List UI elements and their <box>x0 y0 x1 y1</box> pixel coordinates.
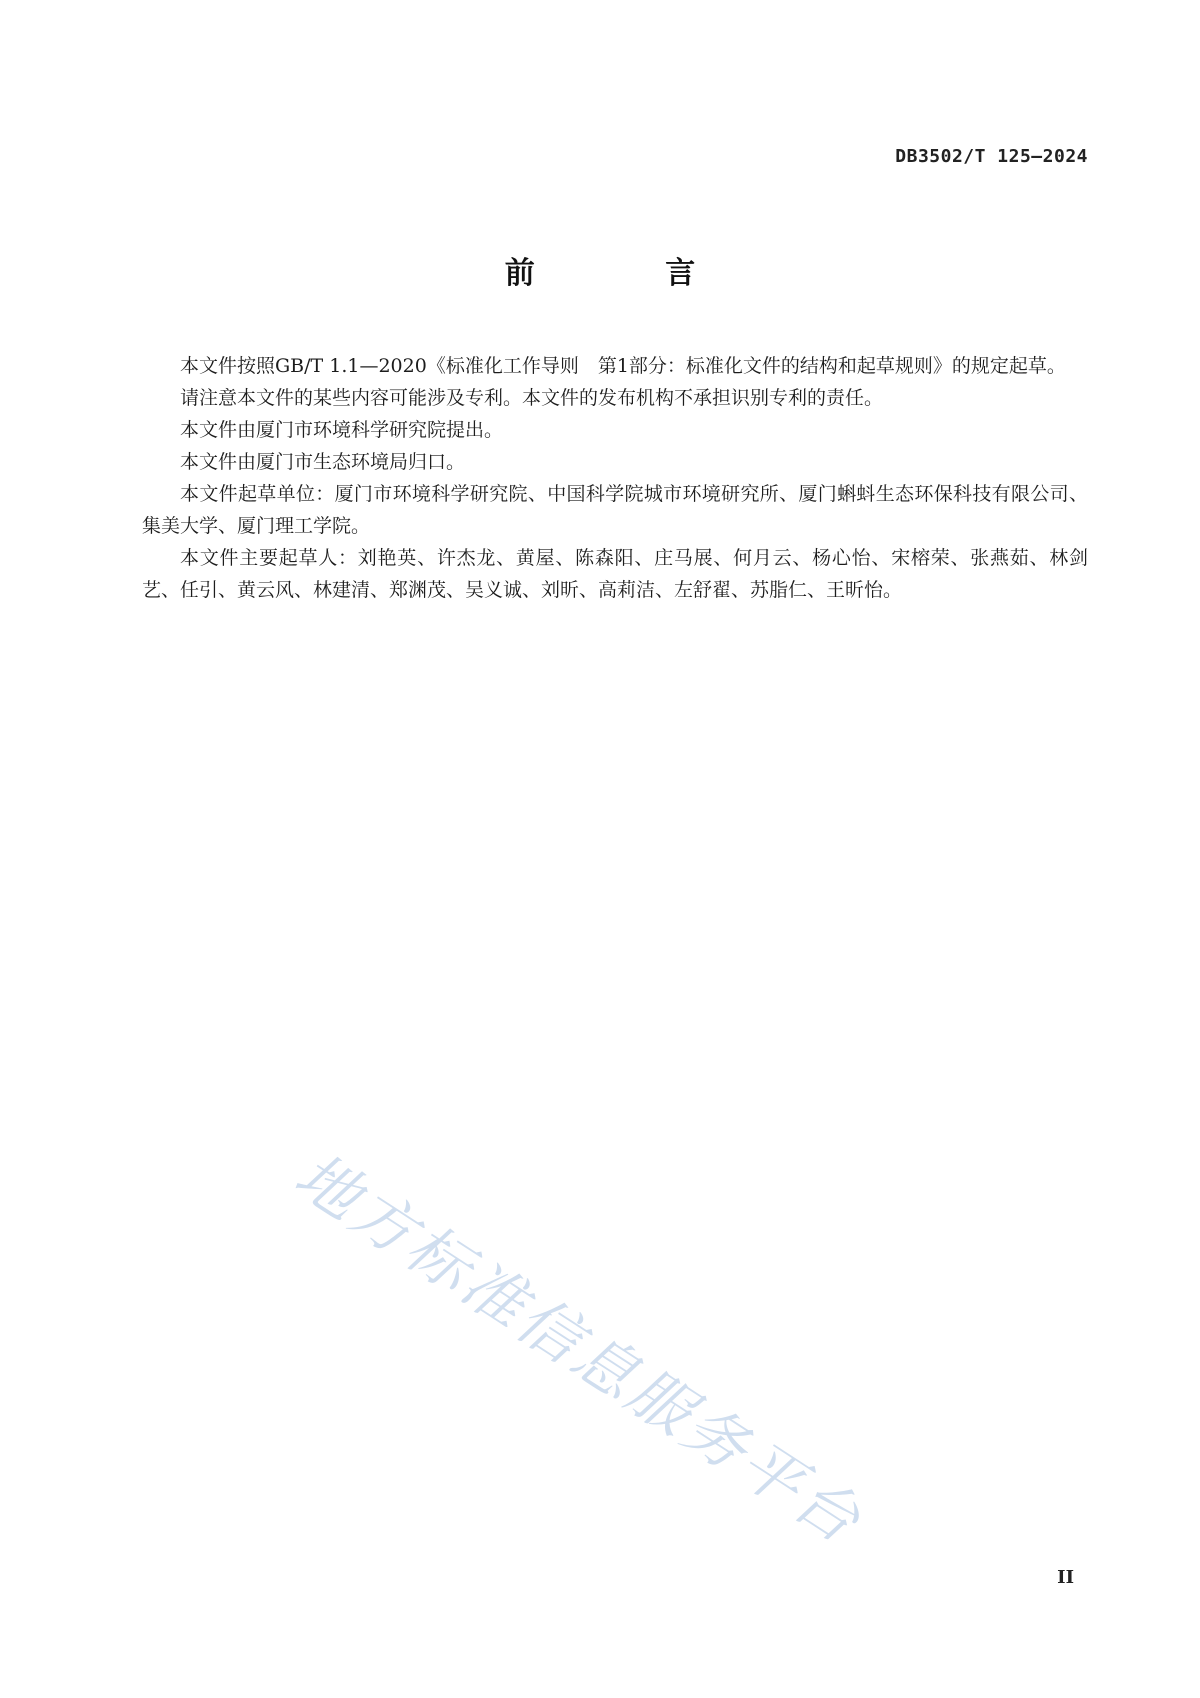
section-title: 前 言 <box>504 256 756 291</box>
paragraph-drafters: 本文件主要起草人：刘艳英、许杰龙、黄屋、陈森阳、庄马展、何月云、杨心怡、宋榕荣、张燕茹、林剑艺、任引、黄云风、林建清、郑渊茂、吴义诚、刘昕、高莉洁、左舒翟、苏脂仁、王昕怡。 <box>142 547 1088 601</box>
foreword-body <box>142 350 1088 606</box>
watermark: 地方标准信息服务平台 <box>282 1138 876 1559</box>
paragraph-drafting-rules: 本文件按照GB/T 1.1—2020《标准化工作导则 第1部分：标准化文件的结构和起草规则》的规定起草。 <box>180 355 1066 377</box>
document-code: DB3502/T 125—2024 <box>895 146 1088 167</box>
paragraph-proposer: 本文件由厦门市环境科学研究院提出。 <box>180 419 504 441</box>
page-number: II <box>1057 1567 1074 1588</box>
paragraph-administrator: 本文件由厦门市生态环境局归口。 <box>180 451 466 473</box>
paragraph-drafting-units: 本文件起草单位：厦门市环境科学研究院、中国科学院城市环境研究所、厦门蝌蚪生态环保科技有限公司、集美大学、厦门理工学院。 <box>142 483 1088 537</box>
paragraph-patent-notice: 请注意本文件的某些内容可能涉及专利。本文件的发布机构不承担识别专利的责任。 <box>180 387 884 409</box>
